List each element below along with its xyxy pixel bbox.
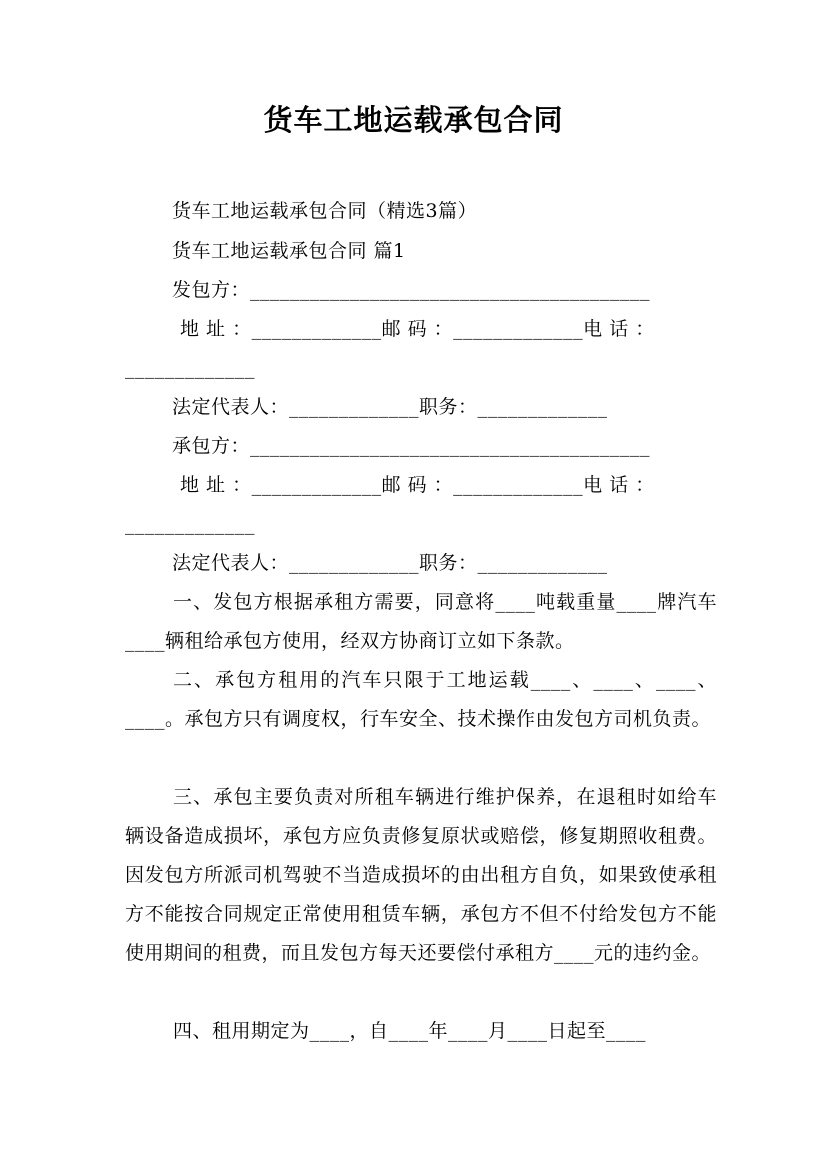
document-subtitle: 货车工地运载承包合同（精选3篇） — [172, 200, 478, 222]
clause-4: 四、租用期定为____，自____年____月____日起至____ — [173, 1020, 647, 1042]
document-title: 货车工地运载承包合同 — [263, 103, 564, 137]
party-a-line: 发包方：________________________________________ — [172, 279, 651, 301]
party-b-line: 承包方：________________________________________ — [172, 435, 651, 457]
clause-3: 三、承包主要负责对所租车辆进行维护保养，在退租时如给车辆设备造成损坏，承包方应负责修复原状或赔偿，修复期照收租费。因发包方所派司机驾驶不当造成损坏的由出租方自负，如果致使承租方不能按合同规定正常使用租赁车辆，承包方不但不付给发包方不能使用期间的租费，而且发包方每天还要偿付承租方____元的违约金。 — [125, 786, 717, 964]
clause-1: 一、发包方根据承租方需要，同意将____吨载重量____牌汽车____辆租给承包方使用，经双方协商订立如下条款。 — [125, 591, 717, 652]
party-b-phone-blank: _____________ — [125, 513, 255, 535]
party-b-representative-line: 法定代表人：_____________职务：_____________ — [172, 552, 608, 574]
party-a-representative-line: 法定代表人：_____________职务：_____________ — [172, 396, 608, 418]
party-a-address-line: 地 址 ：_____________邮 码 ：_____________电 话 ： — [180, 318, 655, 340]
party-b-address-line: 地 址 ：_____________邮 码 ：_____________电 话 ： — [180, 474, 655, 496]
section-heading: 货车工地运载承包合同 篇1 — [172, 240, 406, 262]
party-a-phone-blank: _____________ — [125, 357, 255, 379]
clause-2: 二、承包方租用的汽车只限于工地运载____、____、____、____。承包方只有调度权，行车安全、技术操作由发包方司机负责。 — [125, 669, 717, 730]
